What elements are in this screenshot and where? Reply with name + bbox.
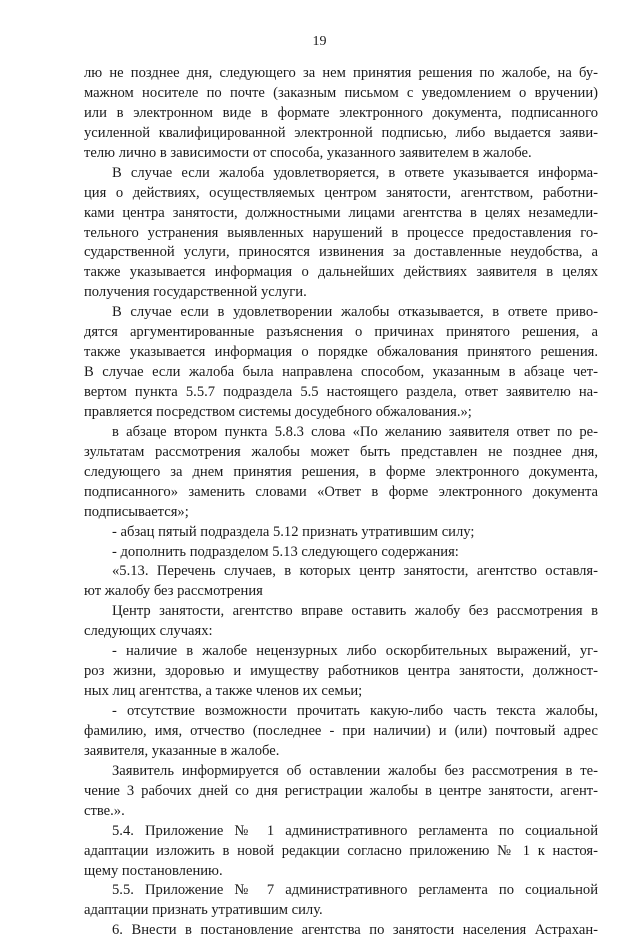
text-line: или в электронном виде в формате электронного документа, подписанного — [84, 104, 598, 121]
text-line: чение 3 рабочих дней со дня регистрации жалобы в центре занятости, агент- — [84, 782, 598, 799]
page-number: 19 — [312, 34, 327, 49]
text-line: - абзац пятый подраздела 5.12 признать утратившим силу; — [112, 523, 475, 540]
text-line: также указывается информация о порядке обжалования принятого решения. — [84, 344, 598, 361]
text-line: лю не позднее дня, следующего за нем принятия решения по жалобе, на бу- — [84, 65, 598, 81]
text-line: стве.». — [84, 802, 125, 819]
text-line: адаптации изложить в новой редакции согласно приложению № 1 к настоя- — [84, 842, 598, 859]
text-line: ция о действиях, осуществляемых центром занятости, агентством, работни- — [84, 184, 598, 201]
text-line: ками центра занятости, должностными лицами агентства в целях незамедли- — [84, 204, 598, 221]
text-line: щему постановлению. — [84, 862, 223, 879]
text-line: следующего за днем принятия решения, в форме электронного документа, — [84, 463, 598, 480]
text-line: Заявитель информируется об оставлении жалобы без рассмотрения в те- — [112, 762, 598, 779]
text-line: 5.4. Приложение № 1 административного регламента по социальной — [112, 822, 598, 839]
text-line: ют жалобу без рассмотрения — [84, 583, 263, 600]
text-line: В случае если в удовлетворении жалобы отказывается, в ответе приво- — [112, 304, 598, 321]
text-line: В случае если жалоба удовлетворяется, в ответе указывается информа- — [112, 164, 598, 181]
text-line: в абзаце втором пункта 5.8.3 слова «По желанию заявителя ответ по ре- — [112, 423, 598, 440]
document-body — [84, 64, 598, 941]
text-line: усиленной квалифицированной электронной подписью, либо выдается заяви- — [84, 124, 598, 141]
text-line: 5.5. Приложение № 7 административного регламента по социальной — [112, 882, 598, 899]
text-line: подписывается»; — [84, 503, 189, 520]
text-line: сударственной услуги, приносятся извинения за доставленные неудобства, а — [84, 244, 598, 261]
text-line: - отсутствие возможности прочитать какую-либо часть текста жалобы, — [112, 703, 598, 719]
text-line: ных лиц агентства, а также членов их семьи; — [84, 683, 363, 700]
text-line: - наличие в жалобе нецензурных либо оскорбительных выражений, уг- — [112, 643, 598, 660]
text-line: зультатам рассмотрения жалобы может быть представлен не позднее дня, — [84, 443, 598, 460]
text-line: подписанного» заменить словами «Ответ в форме электронного документа — [84, 483, 598, 500]
text-line: дятся аргументированные разъяснения о причинах принятого решения, а — [84, 324, 598, 341]
text-line: роз жизни, здоровью и имуществу работников центра занятости, должност- — [84, 663, 598, 680]
text-line: 6. Внести в постановление агентства по занятости населения Астрахан- — [112, 922, 598, 939]
text-line: адаптации признать утратившим силу. — [84, 902, 323, 919]
text-line: получения государственной услуги. — [84, 284, 307, 301]
text-line: телю лично в зависимости от способа, указанного заявителем в жалобе. — [84, 144, 532, 161]
text-line: правляется посредством системы досудебного обжалования.»; — [84, 403, 472, 420]
text-line: вертом пункта 5.5.7 подраздела 5.5 настоящего раздела, ответ заявителю на- — [84, 384, 598, 400]
text-line: фамилию, имя, отчество (последнее - при наличии) и (или) почтовый адрес — [84, 722, 598, 739]
text-line: «5.13. Перечень случаев, в которых центр занятости, агентство оставля- — [112, 563, 598, 580]
text-line: следующих случаях: — [84, 623, 213, 640]
text-line: мажном носителе по почте (заказным письмом с уведомлением о вручении) — [84, 84, 598, 101]
text-line: Центр занятости, агентство вправе оставить жалобу без рассмотрения в — [112, 603, 598, 620]
text-line: В случае если жалоба была направлена способом, указанным в абзаце чет- — [84, 364, 598, 381]
text-line: также указывается информация о дальнейших действиях заявителя в целях — [84, 264, 598, 281]
text-line: тельного устранения выявленных нарушений в процессе предоставления го- — [84, 224, 598, 241]
text-line: - дополнить подразделом 5.13 следующего содержания: — [112, 543, 459, 560]
text-line: заявителя, указанные в жалобе. — [84, 742, 280, 759]
